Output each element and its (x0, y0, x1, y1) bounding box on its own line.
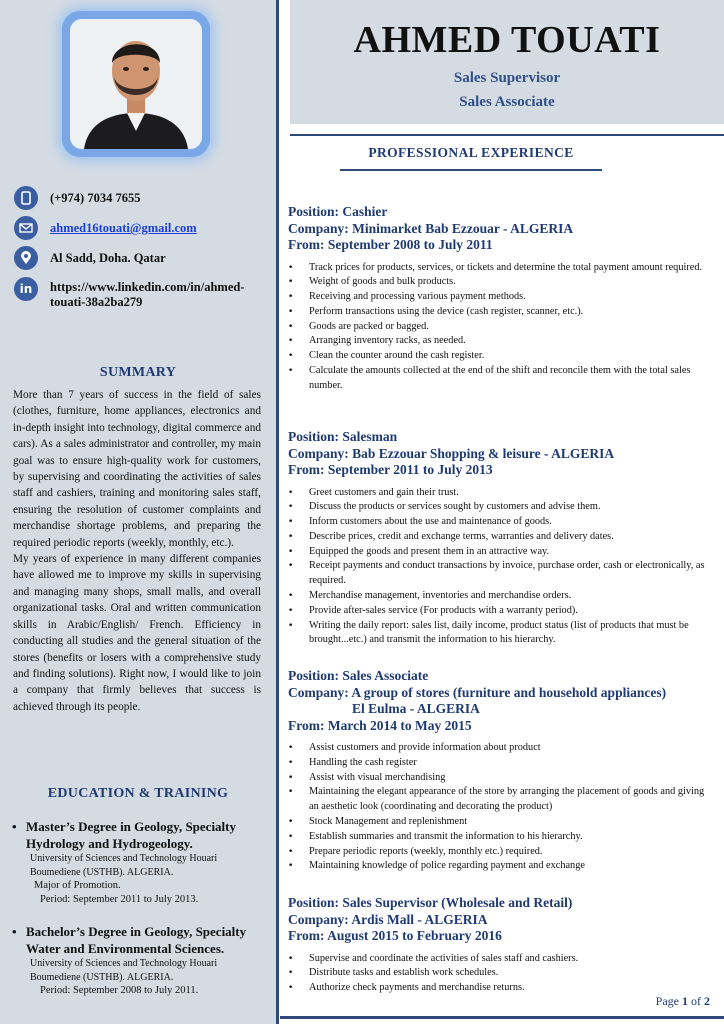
list-item: • Clean the counter around the cash register. (309, 349, 712, 364)
job-duties-list (288, 741, 712, 874)
job-company: Company: Bab Ezzouar Shopping & leisure - ALGERIA (288, 445, 615, 461)
contact-linkedin-row[interactable] (14, 277, 244, 310)
phone-icon (14, 186, 38, 210)
degree-honor: Major of Promotion. (34, 880, 121, 891)
footer-rule (280, 1016, 724, 1019)
degree-institution: University of Sciences and Technology Houari (30, 958, 218, 969)
job-dates: From: August 2015 to February 2016 (288, 928, 502, 943)
contact-linkedin-link[interactable] (50, 280, 244, 310)
degree-title: • Master’s Degree in Geology, Specialty Hydrology and Hydrogeology. (12, 818, 274, 852)
list-item: • Weight of goods and bulk products. (309, 275, 712, 290)
column-divider (276, 0, 279, 1024)
education-item (12, 818, 274, 906)
summary-paragraph-1: More than 7 years of success in the field of sales (clothes, furniture, home appliances, electronics and in-depth insight into technology, digital commerce and cars). As a sales administrator and controller, my main goal was to ensure high-quality work for customers, by supervising and coordinating the activities of sales staff and cashiers, training and monitoring sales staff, ensuring the resolution of customer complaints and merchandise shortage problems, and preparing the required periodic reports (weekly, monthly, etc.). (13, 389, 261, 549)
degree-institution: University of Sciences and Technology Houari (30, 853, 218, 864)
degree-title: • Bachelor’s Degree in Geology, Specialty Water and Environmental Sciences. (12, 923, 274, 957)
list-item: • Merchandise management, inventories and merchandise orders. (309, 589, 712, 604)
list-item: • Establish summaries and transmit the information to his hierarchy. (309, 830, 712, 845)
experience-heading-underline (340, 169, 602, 171)
list-item: • Prepare periodic reports (weekly, monthly etc.) required. (309, 845, 712, 860)
degree-institution-country: Boumediene (USTHB). ALGERIA. (30, 971, 174, 983)
list-item: • Provide after-sales service (For products with a warranty period). (309, 604, 712, 619)
education-item (12, 923, 274, 998)
linkedin-url-line2: touati-38a2ba279 (50, 295, 143, 309)
contact-email-row[interactable] (14, 216, 197, 240)
job-title-secondary: Sales Associate (459, 94, 555, 110)
job-duties-list (288, 261, 712, 394)
job-entry (288, 204, 712, 394)
list-item: • Equipped the goods and present them in an attractive way. (309, 545, 712, 560)
list-item: • Greet customers and gain their trust. (309, 486, 712, 501)
list-item: • Handling the cash register (309, 756, 712, 771)
job-position: Position: Salesman (288, 429, 398, 444)
linkedin-url-line1: https://www.linkedin.com/in/ahmed- (50, 280, 245, 294)
summary-paragraph-2: My years of experience in many different companies have allowed me to improve my skills in supervising and managing many shops, small malls, and overall organizational tasks. Oral and written communication skills in Arabic/English/ French. Efficiency in conducting all studies and the general situation of the stores (benefits or losers with a comprehensive study and finding solutions). Right now, I would like to join a company that firmly believes that success is achieved through its people. (13, 553, 261, 713)
job-company: Company: A group of stores (furniture and household appliances) (288, 684, 667, 700)
list-item: • Supervise and coordinate the activities of sales staff and cashiers. (309, 952, 712, 967)
list-item: • Arranging inventory racks, as needed. (309, 334, 712, 349)
contact-location-row (14, 246, 166, 270)
contact-phone: (+974) 7034 7655 (50, 191, 141, 205)
location-pin-icon (14, 246, 38, 270)
job-position: Position: Sales Associate (288, 668, 429, 683)
list-item: • Receiving and processing various payment methods. (309, 290, 712, 305)
job-company-location: El Eulma - ALGERIA (352, 701, 480, 716)
page-of: of (691, 994, 701, 1008)
contact-phone-row (14, 186, 140, 210)
page-word: Page (655, 994, 679, 1008)
candidate-name: AHMED TOUATI (353, 19, 661, 61)
degree-period: Period: September 2011 to July 2013. (40, 893, 199, 905)
list-item: • Writing the daily report: sales list, daily income, product status (list of products that must be brought...etc.) and transmit the information to his hierarchy. (309, 619, 712, 649)
list-item: • Maintaining the elegant appearance of the store by arranging the placement of goods and giving an aesthetic look (coordinating and decorating the product) (309, 785, 712, 815)
job-dates: From: September 2008 to July 2011 (288, 237, 493, 252)
job-dates: From: September 2011 to July 2013 (288, 462, 493, 477)
list-item: • Inform customers about the use and maintenance of goods. (309, 515, 712, 530)
degree-period: Period: September 2008 to July 2011. (40, 985, 199, 996)
page-total: 2 (704, 994, 710, 1008)
job-duties-list (288, 952, 712, 996)
page-current: 1 (682, 994, 688, 1008)
profile-photo-frame (62, 11, 210, 157)
job-company: Company: Minimarket Bab Ezzouar - ALGERIA (288, 220, 574, 236)
person-portrait-icon (70, 19, 202, 149)
job-dates: From: March 2014 to May 2015 (288, 717, 472, 733)
contact-email-link[interactable]: ahmed16touati@gmail.com (50, 221, 197, 235)
list-item: • Discuss the products or services sought by customers and advise them. (309, 500, 712, 515)
job-title-primary: Sales Supervisor (453, 70, 561, 86)
summary-heading: SUMMARY (99, 365, 177, 380)
contact-location: Al Sadd, Doha. Qatar (50, 251, 166, 265)
list-item: • Perform transactions using the device (cash register, scanner, etc.). (309, 305, 712, 320)
mail-icon (14, 216, 38, 240)
education-heading: EDUCATION & TRAINING (47, 786, 229, 801)
list-item: • Receipt payments and conduct transactions by invoice, purchase order, cash or electronically, as required. (309, 559, 712, 589)
profile-photo (70, 19, 202, 149)
job-duties-list (288, 486, 712, 649)
summary-text (13, 387, 261, 715)
list-item: • Authorize check payments and merchandise returns. (309, 981, 712, 996)
degree-institution-country: Boumediene (USTHB). ALGERIA. (30, 866, 174, 878)
list-item: • Stock Management and replenishment (309, 815, 712, 830)
list-item: • Goods are packed or bagged. (309, 320, 712, 335)
job-entry (288, 668, 712, 874)
job-position: Position: Cashier (288, 204, 388, 219)
experience-heading: PROFESSIONAL EXPERIENCE (368, 145, 574, 160)
header-divider (290, 134, 724, 136)
job-position: Position: Sales Supervisor (Wholesale and Retail) (288, 895, 573, 910)
job-entry (288, 429, 712, 648)
list-item: • Assist customers and provide information about product (309, 741, 712, 756)
linkedin-icon: in (14, 277, 38, 301)
list-item: • Describe prices, credit and exchange terms, warranties and delivery dates. (309, 530, 712, 545)
job-company: Company: Ardis Mall - ALGERIA (288, 911, 488, 927)
list-item: • Track prices for products, services, or tickets and determine the total payment amount required. (309, 261, 712, 276)
list-item: • Assist with visual merchandising (309, 771, 712, 786)
page-number (656, 994, 710, 1009)
list-item: • Maintaining knowledge of police regarding payment and exchange (309, 859, 712, 874)
list-item: • Calculate the amounts collected at the end of the shift and reconcile them with the total sales number. (309, 364, 712, 394)
list-item: • Distribute tasks and establish work schedules. (309, 966, 712, 981)
job-entry (288, 895, 712, 996)
